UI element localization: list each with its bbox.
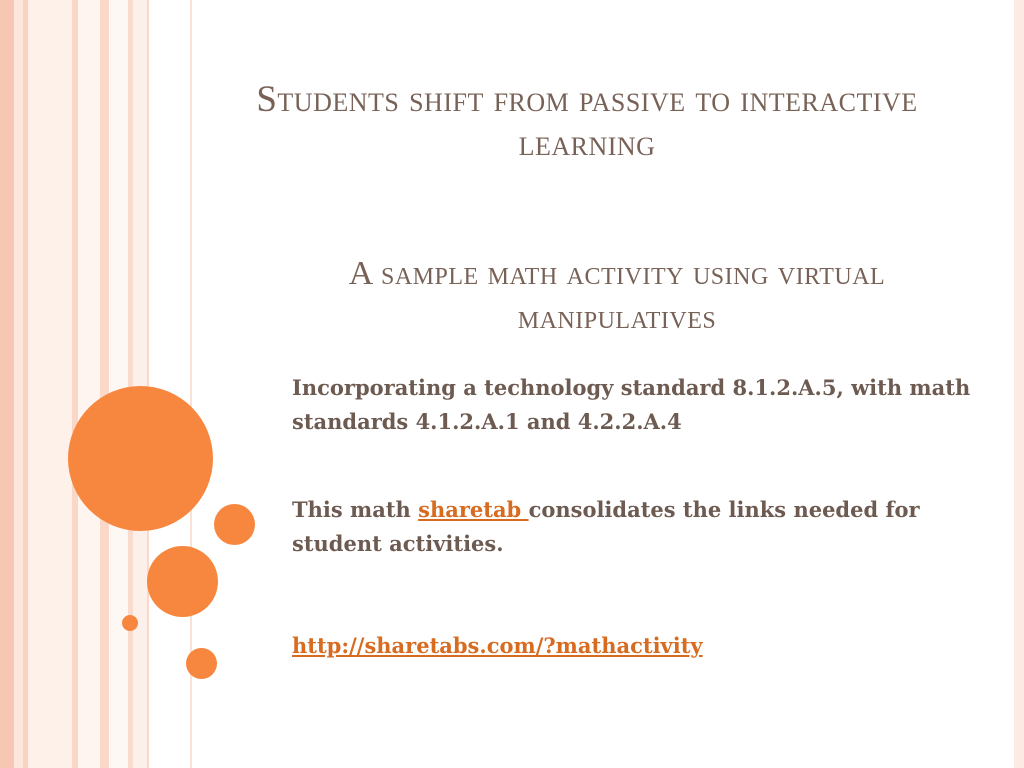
- decorative-circle-tiny: [122, 615, 138, 631]
- decorative-stripe: [147, 0, 149, 768]
- decorative-circle-small: [214, 504, 255, 545]
- decorative-stripe: [100, 0, 109, 768]
- slide-subtitle: A sample math activity using virtual manipulatives: [348, 255, 886, 336]
- decorative-circle-medium: [147, 546, 218, 617]
- url-paragraph: [292, 629, 972, 663]
- decorative-stripe: [0, 0, 14, 768]
- slide-title: Students shift from passive to interactive learning: [256, 79, 918, 164]
- decorative-stripe: [78, 0, 100, 768]
- decorative-stripe: [28, 0, 72, 768]
- decorative-stripe: [109, 0, 128, 768]
- sharetab-paragraph: [292, 493, 972, 561]
- decorative-stripe: [1014, 0, 1024, 768]
- decorative-stripe: [133, 0, 147, 768]
- decorative-circle-small: [186, 648, 217, 679]
- sharetab-link[interactable]: sharetab: [418, 497, 529, 522]
- paragraph-text-after: consolidates the links needed for student activities.: [292, 497, 920, 556]
- decorative-circle-large: [68, 386, 213, 531]
- sharetabs-url-link[interactable]: http://sharetabs.com/?mathactivity: [292, 633, 703, 658]
- standards-paragraph: Incorporating a technology standard 8.1.2.A.5, with math standards 4.1.2.A.1 and 4.2.2.A.4: [292, 375, 971, 434]
- decorative-stripe: [14, 0, 23, 768]
- paragraph-text-before: This math: [292, 497, 419, 522]
